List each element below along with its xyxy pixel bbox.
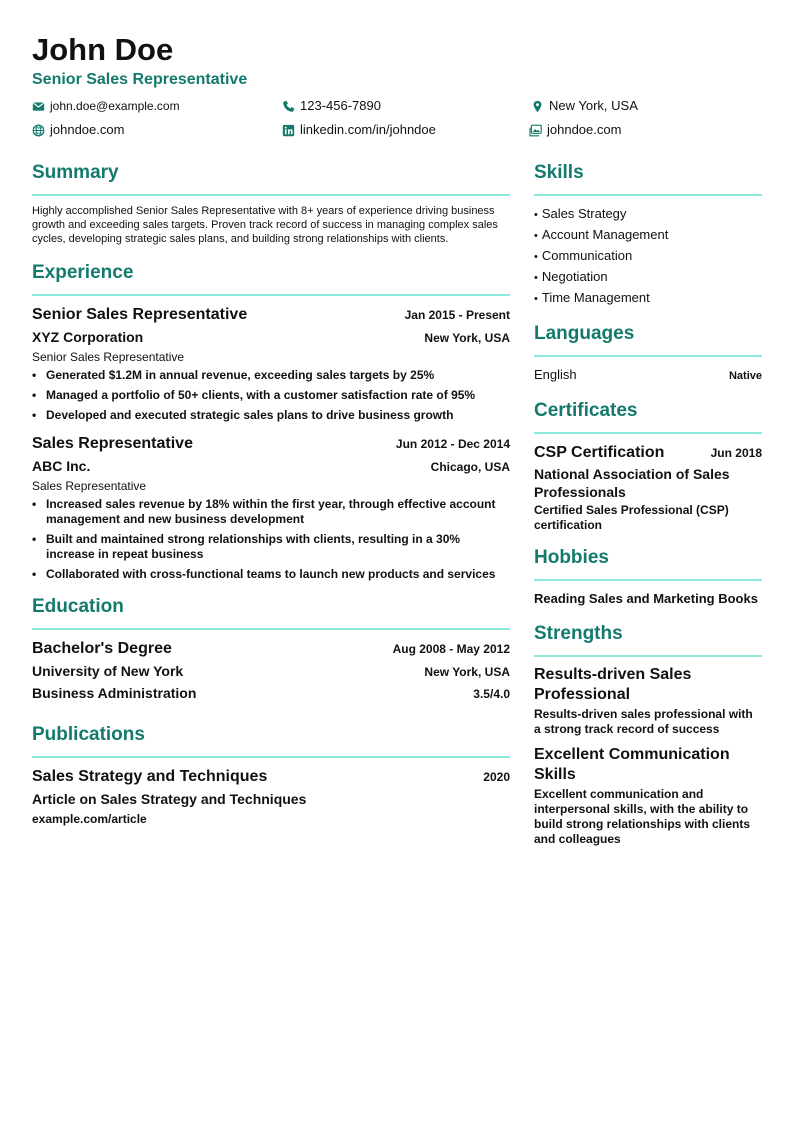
job-note: Senior Sales Representative — [32, 350, 185, 364]
contact-portfolio[interactable] — [529, 122, 621, 138]
contact-email-text: john.doe@example.com — [50, 99, 180, 113]
education-field: Business Administration — [32, 685, 197, 701]
job-bullet: • Developed and executed strategic sales plans to drive business growth — [46, 408, 510, 423]
publications-heading: Publications — [32, 722, 510, 758]
skill-item: • Communication — [534, 246, 762, 267]
language-name: English — [534, 367, 577, 382]
job-location: New York, USA — [424, 331, 510, 345]
publication-subtitle: Article on Sales Strategy and Techniques — [32, 791, 307, 807]
education-school: University of New York — [32, 663, 184, 679]
certificates-heading: Certificates — [534, 398, 762, 434]
skills-section — [534, 160, 762, 309]
experience-item — [32, 304, 510, 423]
publications-section — [32, 722, 510, 828]
globe-icon — [32, 124, 45, 137]
contact-email[interactable] — [32, 98, 180, 114]
hobby-item: Reading Sales and Marketing Books — [534, 591, 758, 606]
strengths-heading: Strengths — [534, 621, 762, 657]
skill-item: • Time Management — [534, 288, 762, 309]
contact-location-text: New York, USA — [549, 98, 638, 113]
job-dates: Jan 2015 - Present — [404, 308, 510, 322]
candidate-headline: Senior Sales Representative — [32, 71, 248, 88]
education-dates: Aug 2008 - May 2012 — [392, 642, 510, 656]
experience-heading: Experience — [32, 260, 510, 296]
experience-item — [32, 433, 510, 582]
education-location: New York, USA — [424, 665, 510, 679]
skills-heading: Skills — [534, 160, 762, 196]
contact-website-text: johndoe.com — [50, 122, 125, 137]
map-pin-icon — [531, 100, 544, 113]
left-column — [32, 160, 510, 840]
publication-name: Sales Strategy and Techniques — [32, 768, 268, 785]
candidate-name: John Doe — [32, 32, 174, 67]
phone-icon — [282, 100, 295, 113]
skills-list — [534, 204, 762, 309]
languages-section — [534, 321, 762, 386]
job-company: ABC Inc. — [32, 458, 91, 474]
strength-name: Results-driven Sales Professional — [534, 666, 692, 703]
publication-link[interactable]: example.com/article — [32, 812, 147, 826]
education-degree: Bachelor's Degree — [32, 640, 172, 657]
language-item — [534, 365, 762, 386]
summary-section — [32, 160, 510, 246]
certificate-date: Jun 2018 — [710, 446, 762, 460]
job-bullet: • Managed a portfolio of 50+ clients, with a customer satisfaction rate of 95% — [46, 388, 510, 403]
job-bullets — [32, 368, 510, 423]
skill-item: • Sales Strategy — [534, 204, 762, 225]
contact-location — [531, 98, 638, 114]
job-bullets — [32, 497, 510, 582]
language-level: Native — [728, 370, 762, 382]
languages-heading: Languages — [534, 321, 762, 357]
job-position: Senior Sales Representative — [32, 306, 248, 323]
education-heading: Education — [32, 594, 510, 630]
education-gpa: 3.5/4.0 — [473, 687, 510, 701]
contact-linkedin[interactable] — [282, 122, 436, 138]
email-icon — [32, 100, 45, 113]
strength-description: Results-driven sales professional with a strong track record of success — [534, 707, 753, 736]
strength-description: Excellent communication and interpersonal skills, with the ability to build strong relationships with clients and colleagues — [534, 787, 751, 846]
job-bullet: • Collaborated with cross-functional teams to launch new products and services — [46, 567, 510, 582]
certificate-name: CSP Certification — [534, 444, 665, 461]
certificates-section — [534, 398, 762, 533]
experience-section — [32, 260, 510, 582]
skill-item: • Account Management — [534, 225, 762, 246]
right-column — [534, 160, 762, 859]
job-position: Sales Representative — [32, 435, 193, 452]
job-bullet: • Built and maintained strong relationships with clients, resulting in a 30% increase in repeat business — [46, 532, 510, 562]
skill-item: • Negotiation — [534, 267, 762, 288]
certificate-description: Certified Sales Professional (CSP) certification — [534, 503, 729, 532]
contact-linkedin-text: linkedin.com/in/johndoe — [300, 122, 436, 137]
job-bullet: • Increased sales revenue by 18% within the first year, through effective account management and new business development — [46, 497, 510, 527]
job-company: XYZ Corporation — [32, 329, 144, 345]
contact-website[interactable] — [32, 122, 124, 138]
certificate-issuer: National Association of Sales Professionals — [534, 466, 730, 500]
job-location: Chicago, USA — [430, 460, 510, 474]
linkedin-icon — [282, 124, 295, 137]
portfolio-icon — [529, 124, 542, 137]
contact-phone-text: 123-456-7890 — [300, 98, 381, 113]
job-bullet: • Generated $1.2M in annual revenue, exceeding sales targets by 25% — [46, 368, 510, 383]
hobbies-heading: Hobbies — [534, 545, 762, 581]
hobbies-section — [534, 545, 762, 609]
strengths-section — [534, 621, 762, 847]
publication-year: 2020 — [483, 770, 510, 784]
job-note: Sales Representative — [32, 479, 147, 493]
contact-portfolio-text: johndoe.com — [547, 122, 622, 137]
job-dates: Jun 2012 - Dec 2014 — [395, 437, 510, 451]
contact-phone[interactable] — [282, 98, 381, 114]
strength-name: Excellent Communication Skills — [534, 746, 730, 783]
summary-heading: Summary — [32, 160, 510, 196]
education-section — [32, 594, 510, 704]
summary-text: Highly accomplished Senior Sales Representative with 8+ years of experience driving business growth and exceeding sales targets. Proven track record of success in managing complex sales cycles, developing strategic sales plans, and building strong relationships with clients. — [32, 205, 498, 245]
